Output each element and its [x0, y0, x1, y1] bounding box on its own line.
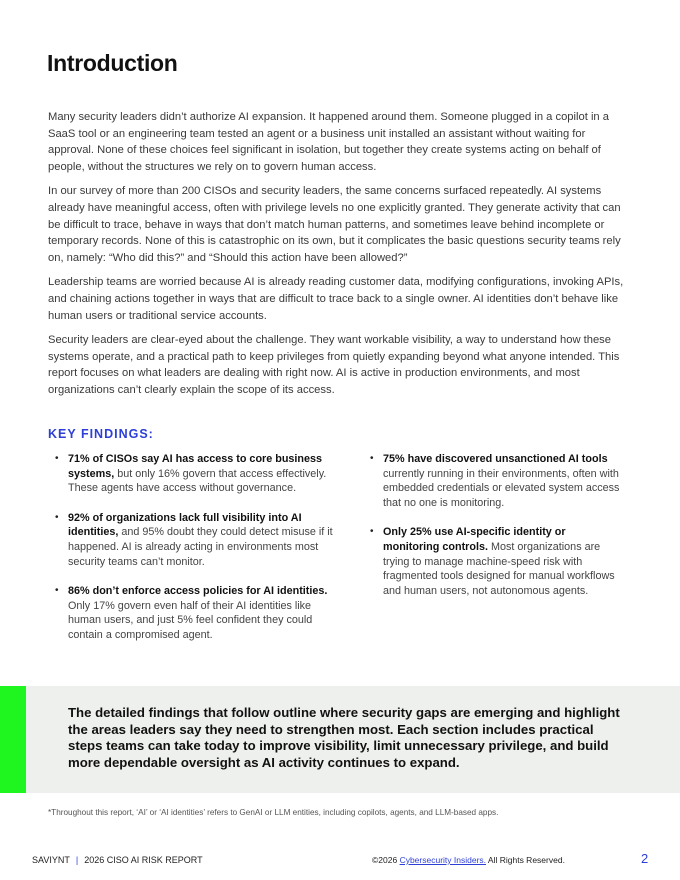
footer-report-name: 2026 CISO AI RISK REPORT	[84, 855, 203, 865]
copyright-year: ©2026	[372, 855, 398, 865]
footer-separator: |	[75, 855, 79, 865]
footer-brand: SAVIYNT	[32, 855, 70, 865]
key-finding-item	[55, 584, 333, 642]
bullet-icon: •	[55, 585, 59, 597]
key-finding-highlight: 75% have discovered unsanctioned AI tools	[383, 453, 608, 465]
intro-paragraph: Leadership teams are worried because AI is already reading customer data, modifying configurations, invoking APIs, and chaining actions together in ways that are difficult to trace back to a single owner. AI identities don’t behave like human users or traditional service accounts.	[48, 276, 624, 322]
key-findings-right-column	[370, 452, 620, 613]
intro-paragraph: Security leaders are clear-eyed about the challenge. They want workable visibility, a way to understand how these systems operate, and a practical path to keep privileges from quietly expanding beyond what anyone intended. This report focuses on what leaders are dealing with right now. AI is active in production environments, and most organizations can’t clearly explain the scope of its access.	[48, 334, 620, 396]
intro-paragraph: Many security leaders didn’t authorize AI expansion. It happened around them. Someone plugged in a copilot in a SaaS tool or an engineering team tested an agent or a business unit installed an assistant without waiting for approval. None of these choices feel significant in isolation, but together they create systems acting on behalf of people, without the structures we rely on to govern human access.	[48, 111, 609, 173]
key-finding-text: and 95% doubt they could detect misuse if it happened. AI is already acting in environments most security teams can’t monitor.	[68, 526, 333, 568]
key-finding-item	[55, 452, 333, 496]
key-finding-item	[370, 452, 620, 510]
key-finding-item	[55, 511, 333, 569]
intro-section	[48, 109, 626, 407]
bullet-icon: •	[370, 453, 374, 464]
key-finding-highlight: 86% don’t enforce access policies for AI identities.	[68, 585, 328, 598]
key-findings-heading: KEY FINDINGS:	[48, 427, 154, 441]
bullet-icon: •	[55, 511, 59, 523]
page-title: Introduction	[47, 50, 178, 76]
footnote: *Throughout this report, ‘AI’ or ‘AI identities’ refers to GenAI or LLM entities, including copilots, agents, and LLM-based apps.	[48, 808, 499, 817]
key-finding-text: but only 16% govern that access effectively. These agents have access without governance.	[68, 467, 327, 495]
bullet-icon: •	[55, 453, 59, 464]
key-finding-highlight: Only 25% use AI-specific identity or monitoring controls.	[383, 526, 566, 553]
key-finding-highlight: 71% of CISOs say AI has access to core business systems,	[68, 453, 323, 480]
rights-text: All Rights Reserved.	[487, 855, 565, 865]
key-finding-highlight: 92% of organizations lack full visibility into AI identities,	[68, 511, 302, 539]
key-finding-text: Only 17% govern even half of their AI identities like human users, and just 5% feel confident they could contain a compromised agent.	[68, 599, 313, 641]
key-findings-left-column	[55, 452, 333, 658]
callout-text: The detailed findings that follow outline where security gaps are emerging and highlight the areas leaders say they need to strengthen most. Each section includes practical steps teams can take today to improve visibility, limit unnecessary privilege, and build more dependable oversight as AI activity continues to expand.	[68, 705, 620, 770]
cybersecurity-insiders-link[interactable]: Cybersecurity Insiders.	[399, 855, 487, 865]
key-finding-item	[370, 525, 620, 598]
footer-report-title	[32, 855, 203, 865]
callout-accent-bar	[0, 686, 26, 793]
intro-paragraph: In our survey of more than 200 CISOs and security leaders, the same concerns surfaced repeatedly. AI systems already have meaningful access, often with privilege levels no one explicitly granted. They generate activity that can be difficult to trace, behave in ways that don’t match human patterns, and sometimes leave behind incomplete or temporary records. None of this is catastrophic on its own, but it complicates the basic questions security teams rely on, namely: “Who did this?” and “Should this action have been allowed?”	[48, 185, 621, 264]
callout-box	[0, 686, 680, 793]
bullet-icon: •	[370, 526, 374, 538]
footer-copyright	[372, 855, 565, 865]
page-number: 2	[641, 851, 649, 866]
key-finding-text: Most organizations are trying to manage machine-speed risk with fragmented tools designed for manual workflows and human users, not autonomous agents.	[383, 540, 615, 597]
key-finding-text: currently running in their environments, often with embedded credentials or elevated system access that no one is monitoring.	[383, 467, 620, 509]
